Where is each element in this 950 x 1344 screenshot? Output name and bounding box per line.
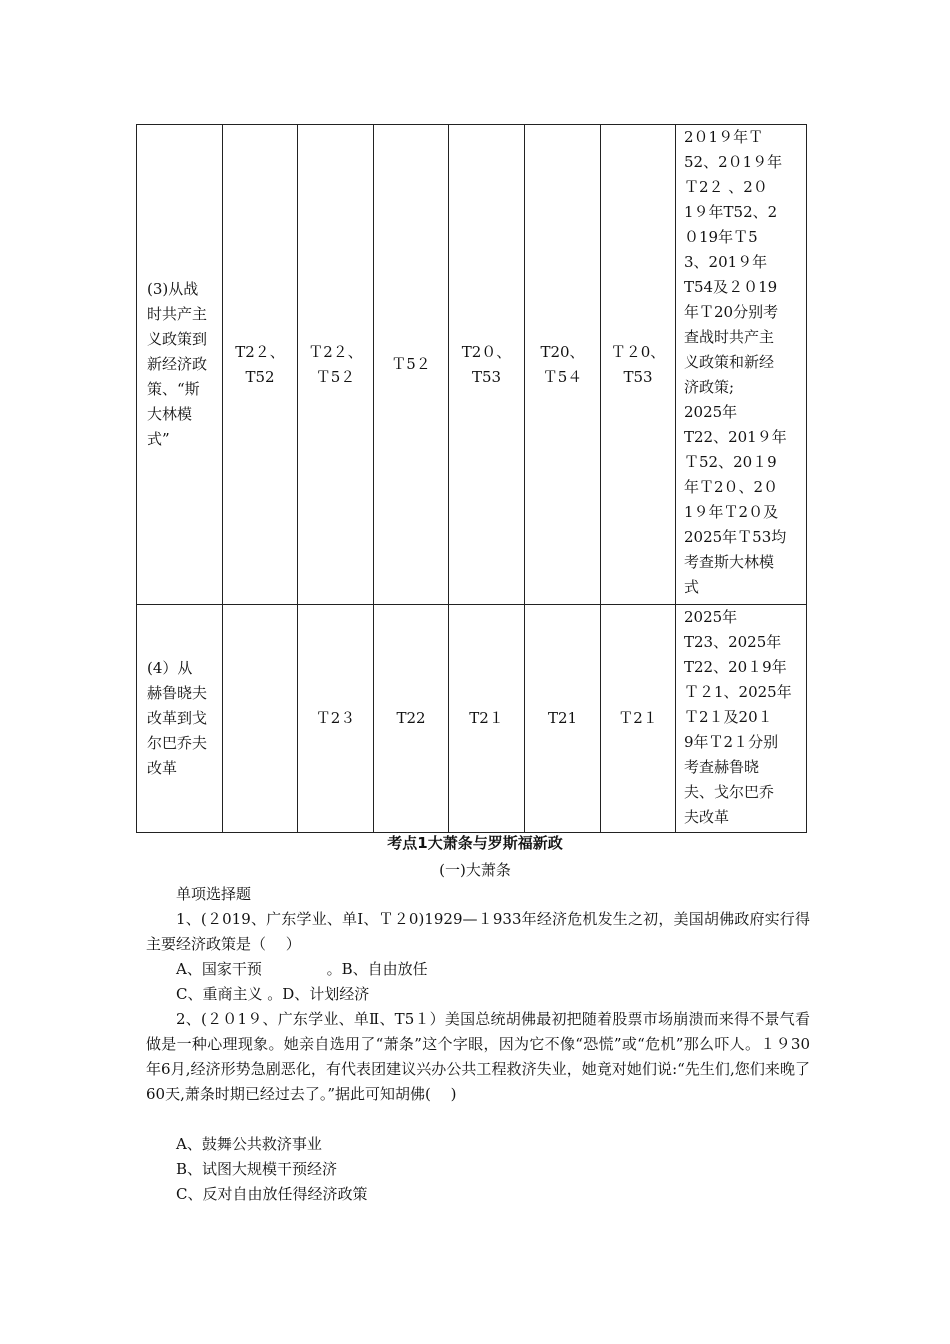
question-type-label: 单项选择题 — [176, 885, 252, 903]
section-title: 考点1大萧条与罗斯福新政 — [387, 834, 563, 852]
question-2-option-c: C、反对自由放任得经济政策 — [176, 1185, 368, 1203]
question-2-option-a: A、鼓舞公共救济事业 — [176, 1135, 322, 1153]
topic-cell: (4）从 赫鲁晓夫 改革到戈 尔巴乔夫 改革 — [137, 605, 223, 833]
question-2-option-b: B、试图大规模干预经济 — [176, 1160, 338, 1178]
year-cell: T22 — [374, 605, 449, 833]
year-cell: Ｔ5２ — [374, 125, 449, 605]
year-cell: T2１ — [449, 605, 525, 833]
table-row — [137, 605, 807, 833]
topic-cell: (3)从战 时共产主 义政策到 新经济政 策、“斯 大林模 式” — [137, 125, 223, 605]
year-cell: T20、 Ｔ5４ — [525, 125, 601, 605]
year-cell: Ｔ2３ — [298, 605, 374, 833]
question-1-options-ab: A、国家干预 。B、自由放任 — [176, 960, 428, 978]
question-2-stem: 2、(２０1９、广东学业、单Ⅱ、T5１）美国总统胡佛最初把随着股票市场崩溃而来得不景气看做是一种心理现象。她亲自选用了“萧条”这个字眼，因为它不像“恐慌”或“危机”那么吓人。１９30年6月,经济形势急剧恶化，有代表团建议兴办公共工程救济失业，她竟对她们说:“先生们,您们来晚了60天,萧条时期已经过去了。”据此可知胡佛( ) — [146, 1010, 810, 1103]
year-cell — [223, 605, 298, 833]
question-1-stem: 1、(２019、广东学业、单Ⅰ、Ｔ２0)1929—１933年经济危机发生之初，美国胡佛政府实行得主要经济政策是（ ） — [146, 910, 810, 953]
year-cell: T2２、 T52 — [223, 125, 298, 605]
year-cell: T21 — [525, 605, 601, 833]
subsection-title: (一)大萧条 — [439, 861, 511, 879]
note-cell: 2０1９年Ｔ 52、2０1９年 Ｔ2２ 、2０ 1９年T52、2 ０19年Ｔ5 3、201９年 T54及２０19 年Ｔ20分别考 查战时共产主 义政策和新经 济政策; 2025年 T22、201９年 Ｔ52、20１9 年Ｔ2０、2０ 1９年Ｔ2０及 2025年Ｔ53均 考查斯大林模 式 — [676, 125, 807, 605]
note-cell: 2025年 T23、2025年 T22、20１9年 Ｔ２1、2025年 Ｔ2１及20１ 9年Ｔ2１分别 考查赫鲁晓 夫、戈尔巴乔 夫改革 — [676, 605, 807, 833]
year-cell: Ｔ２0、 T53 — [601, 125, 676, 605]
question-1-options-cd: C、重商主义 。D、计划经济 — [176, 985, 370, 1003]
year-cell: T2０、 T53 — [449, 125, 525, 605]
year-cell: Ｔ2１ — [601, 605, 676, 833]
exam-analysis-table — [136, 124, 807, 833]
table-row — [137, 125, 807, 605]
year-cell: Ｔ2２、 Ｔ5２ — [298, 125, 374, 605]
